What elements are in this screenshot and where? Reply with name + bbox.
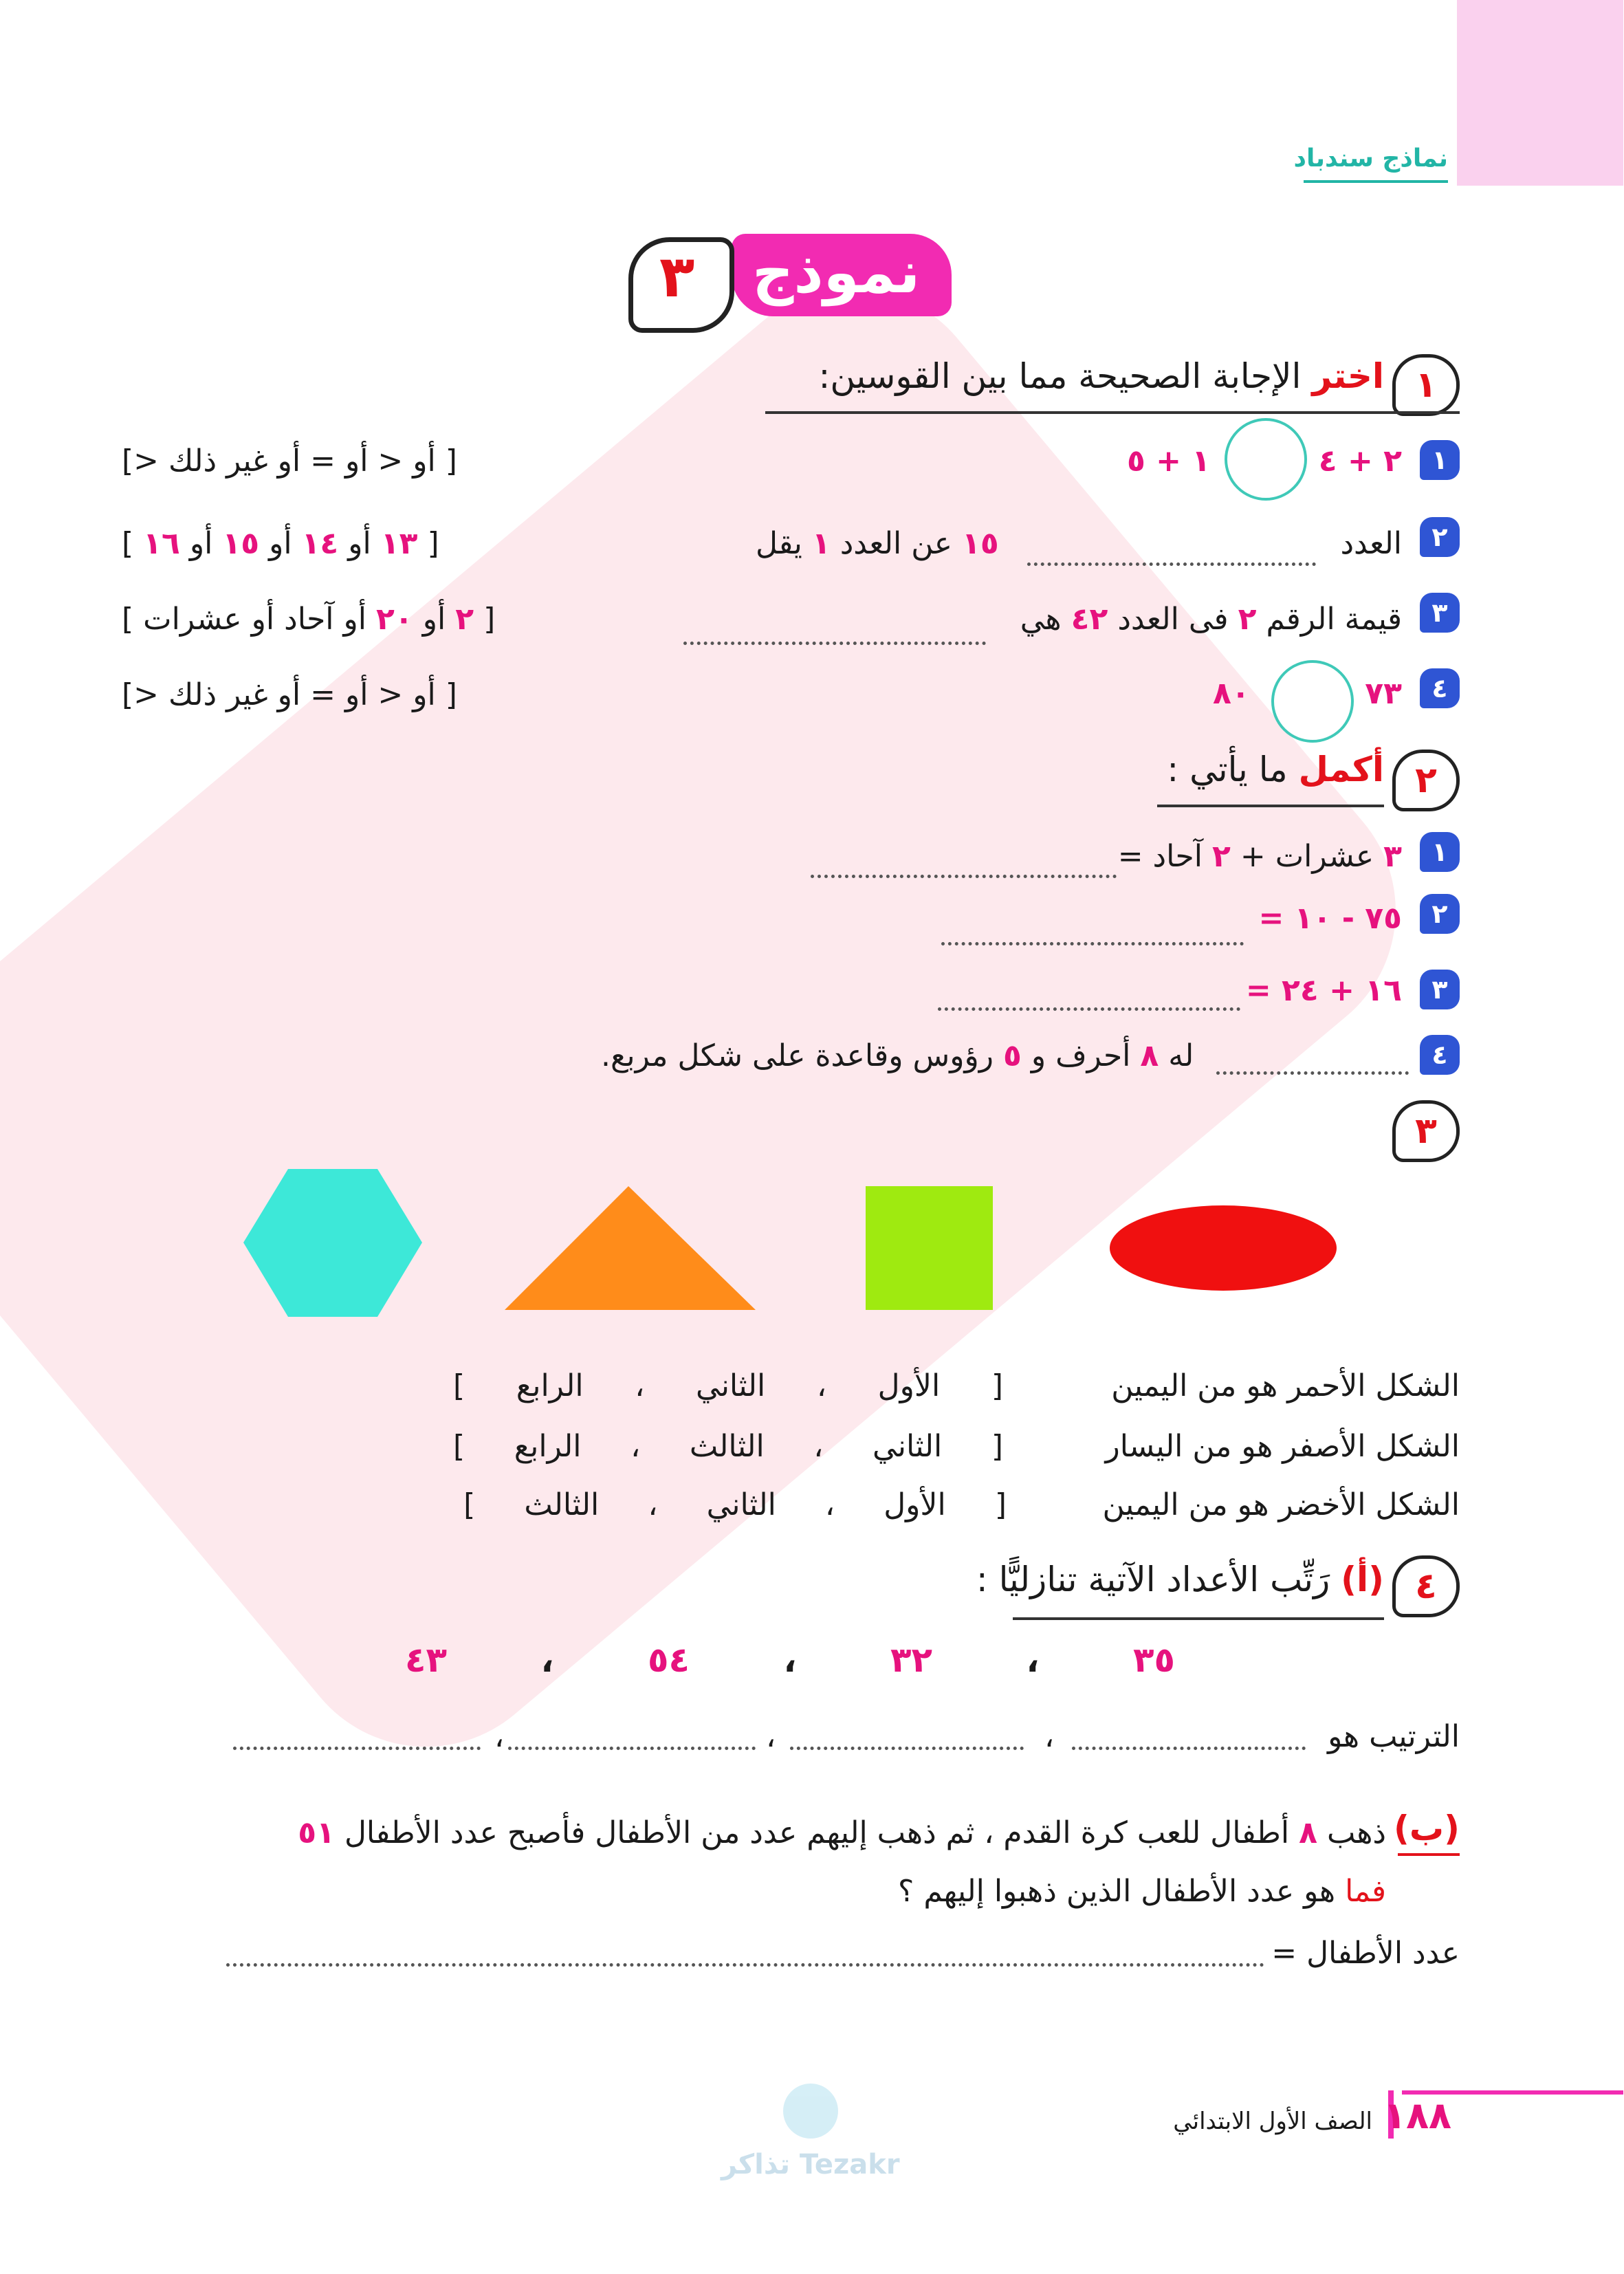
q4-part-b-underline [1398, 1853, 1460, 1856]
q4-title-underline [1013, 1617, 1385, 1620]
answer-label: عدد الأطفال = [1272, 1936, 1460, 1971]
q2-title-underline [1158, 805, 1385, 807]
text: قيمة الرقم [1266, 602, 1403, 637]
q3-options-2 [454, 1429, 1004, 1464]
sep: ، [825, 1487, 836, 1522]
choice[interactable]: ١٥ [223, 526, 261, 561]
text: يقل [756, 526, 803, 561]
or: أو [270, 526, 293, 561]
tezakr-logo [715, 2084, 908, 2207]
sep: ، [495, 1719, 505, 1754]
option[interactable]: الرابع [514, 1429, 582, 1464]
model-title [629, 230, 952, 334]
bracket: ] [464, 1487, 476, 1522]
sep: ، [648, 1487, 659, 1522]
q1-4-left: ٧٣ [1365, 676, 1403, 711]
q1-title-highlight: اختر [1313, 356, 1385, 396]
option[interactable]: الثاني [696, 1368, 767, 1403]
page-number: ١٨٨ [1384, 2094, 1452, 2137]
q3-statement-1: الشكل الأحمر هو من اليمين [1112, 1368, 1460, 1403]
q4-title [977, 1560, 1385, 1599]
q4-part-a-label: (أ) [1341, 1560, 1385, 1599]
q1-1-left: ٢ + ٤ [1319, 444, 1403, 479]
choice[interactable]: ١٣ [381, 526, 419, 561]
q1-title [820, 356, 1385, 396]
number: ٥ [1003, 1038, 1022, 1073]
red-ellipse [1110, 1205, 1337, 1291]
badge: ٤ [1420, 1035, 1460, 1075]
sep: ، [541, 1640, 555, 1680]
q4-part-b-question [899, 1874, 1387, 1909]
q4-part-a-title: رَتِّب الأعداد الآتية تنازليًّا : [976, 1560, 1331, 1599]
number: ١ [812, 526, 831, 561]
answer-line[interactable] [684, 642, 987, 645]
option[interactable]: الثاني [707, 1487, 777, 1522]
bracket: ] [454, 1429, 466, 1464]
q1-title-rest: الإجابة الصحيحة مما بين القوسين: [819, 356, 1302, 396]
answer-line[interactable] [509, 1747, 756, 1750]
text: آحاد = [1118, 839, 1203, 874]
sep: ، [767, 1719, 777, 1754]
q1-3-choices [122, 602, 496, 637]
answer-line[interactable] [234, 1747, 481, 1750]
text: هي [1020, 602, 1062, 637]
answer-line[interactable] [811, 875, 1117, 878]
shapes-row [234, 1162, 1375, 1327]
compare-circle[interactable] [1225, 418, 1308, 501]
option[interactable]: الثاني [873, 1429, 943, 1464]
sep: ، [814, 1429, 824, 1464]
q1-3-text [1021, 602, 1403, 637]
answer-line[interactable] [942, 942, 1244, 945]
badge: ٣ [1420, 593, 1460, 633]
badge: ١ [1420, 832, 1460, 872]
badge: ٤ [1420, 668, 1460, 708]
q2-title-rest: ما يأتي : [1167, 750, 1288, 789]
q3-number: ٣ [1393, 1100, 1460, 1162]
grade-label: الصف الأول الابتدائي [1174, 2108, 1373, 2135]
badge: ٢ [1420, 517, 1460, 557]
q4-part-b-text [298, 1815, 1387, 1850]
option[interactable]: الأول [884, 1487, 947, 1522]
q1-title-underline [766, 411, 1460, 414]
answer-line[interactable] [1073, 1747, 1306, 1750]
graduation-cap-icon [784, 2084, 839, 2139]
badge: ١ [1420, 440, 1460, 480]
choice[interactable]: ٢٠ [377, 602, 414, 637]
option[interactable]: الثالث [525, 1487, 600, 1522]
choice[interactable]: ١٤ [302, 526, 340, 561]
option[interactable]: الثالث [690, 1429, 765, 1464]
q3-options-3 [464, 1487, 1007, 1522]
corner-decoration [1458, 0, 1624, 186]
choice[interactable]: ١٦ [144, 526, 181, 561]
q2-3-expr: ١٦ + ٢٤ = [1246, 973, 1403, 1008]
text: فى العدد [1118, 602, 1229, 637]
text: عن العدد [840, 526, 953, 561]
number: ٣٥ [1133, 1640, 1176, 1680]
option[interactable]: الرابع [516, 1368, 584, 1403]
choice[interactable]: عشرات [144, 602, 243, 637]
cyan-hexagon [244, 1169, 423, 1317]
q2-title [1167, 750, 1385, 789]
q1-4-choices: [> أو < أو = أو غير ذلك ] [122, 677, 458, 712]
q2-1-text [1119, 839, 1403, 874]
number: ٣٢ [890, 1640, 934, 1680]
question-text: هو عدد الأطفال الذين ذهبوا إليهم ؟ [899, 1874, 1337, 1909]
bracket: ] [454, 1368, 466, 1403]
badge: ٣ [1420, 970, 1460, 1009]
or: أو [423, 602, 447, 637]
answer-line[interactable] [791, 1747, 1024, 1750]
sep: ، [1027, 1640, 1040, 1680]
bracket: ] [122, 602, 135, 637]
q1-4-right: ٨٠ [1214, 676, 1251, 711]
choice[interactable]: ٢ [456, 602, 475, 637]
q2-title-highlight: أكمل [1299, 750, 1385, 789]
q1-2-text-b [756, 526, 1000, 561]
bracket: [ [995, 1487, 1007, 1522]
number: ٢ [1238, 602, 1258, 637]
q1-1-choices: [> أو < أو = أو غير ذلك ] [122, 444, 458, 479]
or: أو [344, 602, 368, 637]
green-square [866, 1186, 994, 1310]
text: رؤوس وقاعدة على شكل مربع. [602, 1038, 994, 1073]
question-highlight: فما [1346, 1874, 1387, 1909]
q4-part-b-label: (ب) [1394, 1808, 1460, 1848]
number: ٥٤ [648, 1640, 691, 1680]
answer-line[interactable] [1028, 562, 1317, 566]
sep: ، [817, 1368, 828, 1403]
q1-2-text [1341, 526, 1403, 561]
q3-options-1 [454, 1368, 1004, 1403]
bracket: [ [428, 526, 440, 561]
q2-number: ٢ [1393, 750, 1460, 811]
number: ٤٢ [1071, 602, 1109, 637]
text: ذهب [1327, 1815, 1387, 1850]
bracket: [ [991, 1368, 1004, 1403]
q1-1-right: ١ + ٥ [1128, 444, 1211, 479]
answer-line[interactable] [939, 1007, 1241, 1011]
option[interactable]: الأول [878, 1368, 941, 1403]
series-underline [1304, 180, 1449, 183]
model-word: نموذج [753, 239, 921, 306]
bracket: [ [991, 1429, 1004, 1464]
text: أطفال للعب كرة القدم ، ثم ذهب إليهم عدد من الأطفال فأصبح عدد الأطفال [344, 1815, 1291, 1850]
order-label: الترتيب هو [1328, 1719, 1460, 1754]
text: العدد [1341, 526, 1403, 561]
sep: ، [784, 1640, 798, 1680]
series-name: نماذج سندباد [1294, 144, 1449, 173]
badge: ٢ [1420, 894, 1460, 934]
q3-statement-2: الشكل الأصفر هو من اليسار [1106, 1429, 1460, 1464]
number: ٥١ [298, 1815, 336, 1850]
q3-statement-3: الشكل الأخضر هو من اليمين [1103, 1487, 1460, 1522]
sep: ، [1045, 1719, 1055, 1754]
sep: ، [635, 1368, 646, 1403]
orange-triangle [505, 1186, 756, 1310]
number: ١٥ [962, 526, 1000, 561]
number: ٨ [1299, 1815, 1318, 1850]
text: له [1169, 1038, 1195, 1073]
number: ٤٣ [406, 1640, 448, 1680]
or: أو [349, 526, 372, 561]
or: أو [252, 602, 276, 637]
number: ٢ [1212, 839, 1231, 874]
q1-number: ١ [1393, 354, 1460, 416]
compare-circle[interactable] [1272, 660, 1354, 743]
bracket: ] [122, 526, 135, 561]
answer-line[interactable] [227, 1963, 1265, 1967]
number: ٨ [1141, 1038, 1160, 1073]
answer-line[interactable] [1217, 1071, 1409, 1075]
model-number: ٣ [660, 243, 696, 310]
choice[interactable]: آحاد [285, 602, 335, 637]
q4-number: ٤ [1393, 1555, 1460, 1617]
text: عشرات + [1240, 839, 1375, 874]
bracket: [ [484, 602, 496, 637]
q4-numbers [406, 1640, 1176, 1680]
or: أو [190, 526, 214, 561]
number: ٣ [1384, 839, 1403, 874]
q1-2-choices [122, 526, 440, 561]
text: أحرف و [1031, 1038, 1132, 1073]
q2-4-text [602, 1038, 1194, 1073]
logo-text: تذاكر Tezakr [722, 2149, 901, 2180]
q2-2-expr: ٧٥ - ١٠ = [1259, 901, 1403, 936]
sep: ، [631, 1429, 641, 1464]
